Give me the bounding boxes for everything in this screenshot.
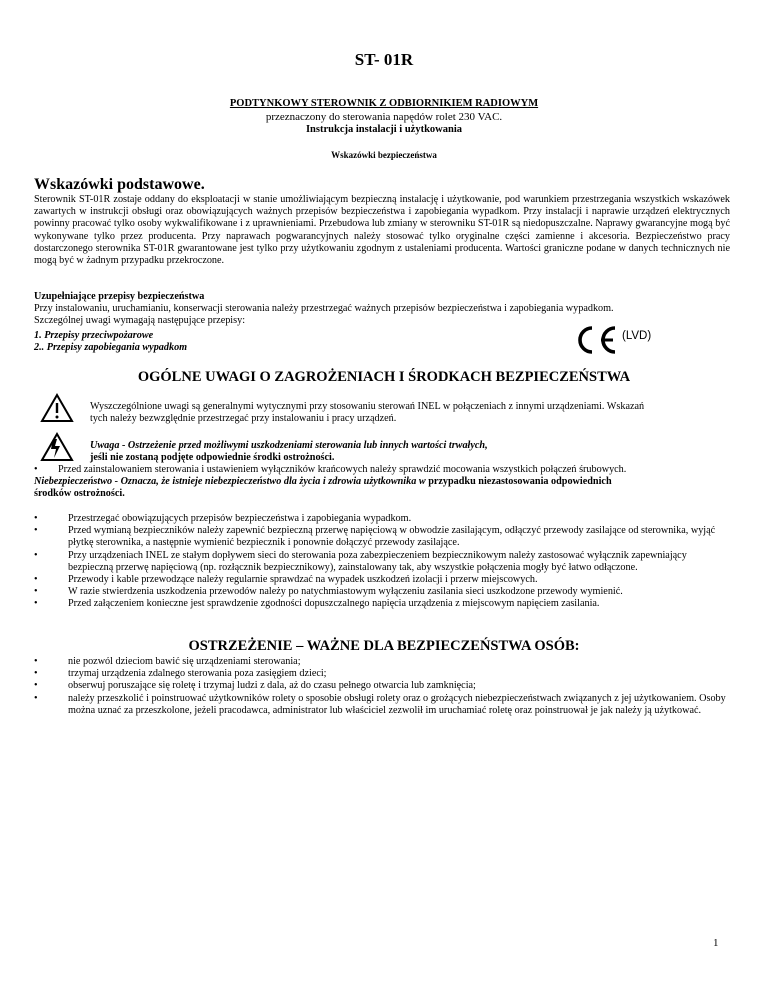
basic-paragraph: Sterownik ST-01R zostaje oddany do eksploatacji w stanie umożliwiającym bezpieczną instalację i użytkowanie, pod warunkiem przestrzegania wszystkich wskazówek zawartych w instrukcji obsługi oraz obowiązujących ważnych przepisów bezpieczeństwa i zapobiegania wypadkom. Przy instalacji i naprawie urządzeń elektrycznych powinny pracować tylko osoby wykwalifikowane i z uprawnieniami. Przebudowa lub zmiany w sterowniku ST-01R są niedopuszczalne. Naprawy gwarancyjne mogą być wykonywane tylko przez producenta. Przy naprawach pogwarancyjnych należy stosować tylko oryginalne części zamienne i akcesoria. Bezpieczeństwo pracy dostarczonego sterownika ST-01R gwarantowane jest tylko przy użytkowaniu zgodnym z ustaleniami producenta. Wartości graniczne podane w danych technicznych nie mogą być w żadnym przypadku przekroczone.: [34, 194, 730, 267]
list-item: • należy przeszkolić i poinstruować użytkowników rolety o sposobie obsługi rolety oraz o grożących niebezpieczeństwach związanych z jej użytkowaniem. Osoby można uznać za przeszkolone, jeżeli pracodawca, administrator lub właściciel zezwolił im uruchamiać roletę oraz poinstruował je jak należy ją użytkować.: [34, 693, 734, 717]
general-warning-line-1: Wyszczególnione uwagi są generalnymi wytycznymi przy stosowaniu sterowań INEL w połączeniach z innymi urządzeniami. Wskazań: [90, 401, 645, 412]
list-item: • Przed wymianą bezpieczników należy zapewnić bezpieczną przerwę napięciową w obwodzie zasilającym, odłączyć przewody zasilające od sterownika, wyjąć płytkę sterownika, a następnie wymienić bezpiecznik i ponownie dołączyć przewody zasilające.: [34, 525, 734, 549]
rule-fire: 1. Przepisy przeciwpożarowe: [34, 330, 154, 341]
danger-prefix: Niebezpieczeństwo - Oznacza, że istnieje niebezpieczeństwo dla życia i zdrowia użytkownika w: [34, 476, 426, 487]
ce-mark-icon: [573, 325, 619, 355]
list-item: • trzymaj urządzenia zdalnego sterowania poza zasięgiem dzieci;: [34, 668, 734, 680]
warning-bullet-list: [34, 656, 734, 717]
manual-title: Instrukcja instalacji i użytkowania: [305, 124, 463, 135]
danger-line-1: [34, 476, 612, 488]
general-warning-line-2: tych należy bezwzględnie przestrzegać przy instalowaniu i pracy urządzeń.: [90, 413, 397, 424]
rule-accidents: 2.. Przepisy zapobiegania wypadkom: [34, 342, 188, 353]
caution-line-1: Uwaga - Ostrzeżenie przed możliwymi uszkodzeniami sterowania lub innych wartości trwałych,: [90, 440, 488, 451]
product-subtitle: PODTYNKOWY STEROWNIK Z ODBIORNIKIEM RADIOWYM: [229, 98, 539, 109]
check-bullet-list: [34, 464, 754, 476]
list-item: • Przy urządzeniach INEL ze stałym dopływem sieci do sterowania poza zabezpieczeniem bezpiecznikowym należy zastosować wyłącznik zapewniający bezpieczną przerwę napięciową (np. rozłącznik bezpiecznikowy), zainstalowany tak, aby wszystkie połączenia mogły być łatwo odłączone.: [34, 550, 734, 574]
page-number: 1: [713, 937, 719, 949]
list-item: • Przed załączeniem konieczne jest sprawdzenie zgodności dopuszczalnego napięcia urządzenia z miejscowym napięciem zasilania.: [34, 598, 734, 610]
danger-suffix: przypadku niezastosowania odpowiednich: [425, 476, 612, 487]
caution-line-2: jeśli nie zostaną podjęte odpowiednie środki ostrożności.: [90, 452, 335, 463]
general-bullet-list: [34, 513, 734, 611]
lvd-label: (LVD): [622, 330, 652, 342]
list-item: • Przewody i kable przewodzące należy regularnie sprawdzać na wypadek uszkodzeń izolacji i przerw miejscowych.: [34, 574, 734, 586]
safety-subheading: Wskazówki bezpieczeństwa: [331, 150, 437, 160]
list-item: • nie pozwól dzieciom bawić się urządzeniami sterowania;: [34, 656, 734, 668]
supplementary-text-1: Przy instalowaniu, uruchamianiu, konserwacji sterowania należy przestrzegać ważnych przepisów bezpieczeństwa i zapobiegania wypadkom.: [34, 303, 614, 314]
supplementary-heading: Uzupełniające przepisy bezpieczeństwa: [34, 291, 205, 302]
high-voltage-icon: [40, 432, 74, 462]
list-item: • obserwuj poruszające się roletę i trzymaj ludzi z dala, aż do czasu pełnego otwarcia lub zamknięcia;: [34, 680, 734, 692]
document-title: ST- 01R: [354, 50, 414, 69]
warning-heading: OSTRZEŻENIE – WAŻNE DLA BEZPIECZEŃSTWA OSÓB:: [188, 638, 580, 654]
product-purpose: przeznaczony do sterowania napędów rolet 230 VAC.: [265, 111, 503, 123]
list-item: • Przestrzegać obowiązujących przepisów bezpieczeństwa i zapobiegania wypadkom.: [34, 513, 734, 525]
list-item: • Przed zainstalowaniem sterowania i ustawieniem wyłączników krańcowych należy sprawdzić mocowania wszystkich połączeń śrubowych.: [34, 464, 754, 476]
warning-triangle-icon: [40, 393, 74, 423]
supplementary-text-2: Szczególnej uwagi wymagają następujące przepisy:: [34, 315, 246, 326]
danger-line-2: środków ostrożności.: [34, 488, 125, 499]
basic-heading: Wskazówki podstawowe.: [34, 176, 205, 193]
list-item: • W razie stwierdzenia uszkodzenia przewodów należy po natychmiastowym wyłączeniu zasilania sieci uszkodzone przewody wymienić.: [34, 586, 734, 598]
general-heading: OGÓLNE UWAGI O ZAGROŻENIACH I ŚRODKACH BEZPIECZEŃSTWA: [137, 369, 631, 385]
